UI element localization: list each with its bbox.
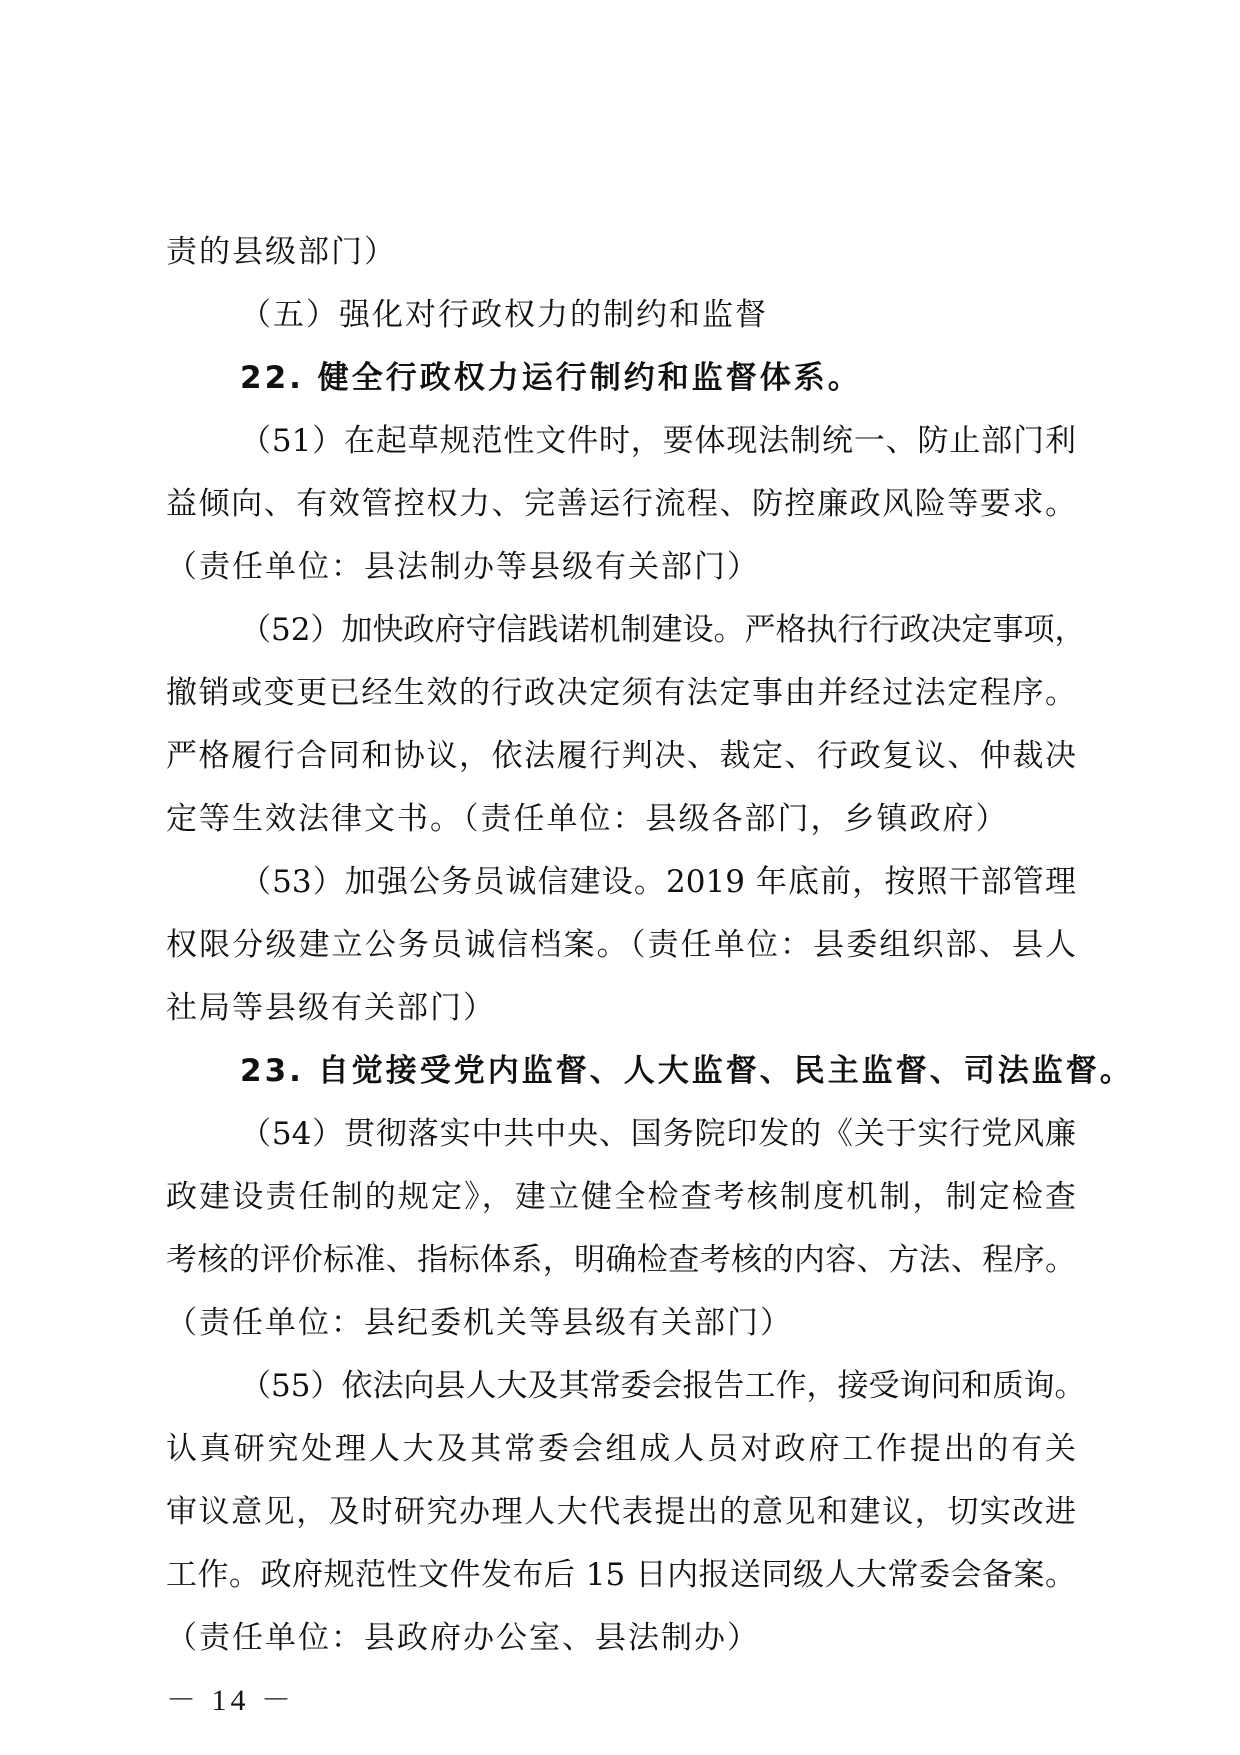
text-line: 工作。政府规范性文件发布后 15 日内报送同级人大常委会备案。 <box>166 1557 1076 1593</box>
section-subtitle: （五）强化对行政权力的制约和监督 <box>240 297 768 333</box>
text-line: 权限分级建立公务员诚信档案。（责任单位：县委组织部、县人 <box>166 927 1076 963</box>
section-heading: 23. 自觉接受党内监督、人大监督、民主监督、司法监督。 <box>240 1053 1134 1089</box>
text-line: 定等生效法律文书。（责任单位：县级各部门，乡镇政府） <box>166 801 1009 837</box>
text-line: （责任单位：县法制办等县级有关部门） <box>166 549 760 585</box>
text-line: 审议意见，及时研究办理人大代表提出的意见和建议，切实改进 <box>166 1494 1076 1530</box>
text-line: 考核的评价标准、指标体系，明确检查考核的内容、方法、程序。 <box>166 1242 1076 1278</box>
text-line: 撤销或变更已经生效的行政决定须有法定事由并经过法定程序。 <box>166 675 1076 711</box>
text-line: （51）在起草规范性文件时，要体现法制统一、防止部门利 <box>240 423 1076 459</box>
text-line: （55）依法向县人大及其常委会报告工作，接受询问和质询。 <box>240 1368 1086 1404</box>
page-number: － 14 － <box>166 1684 295 1717</box>
text-line: （责任单位：县纪委机关等县级有关部门） <box>166 1305 793 1341</box>
text-line: 严格履行合同和协议，依法履行判决、裁定、行政复议、仲裁决 <box>166 738 1076 774</box>
section-heading: 22. 健全行政权力运行制约和监督体系。 <box>240 360 862 396</box>
text-line: （52）加快政府守信践诺机制建设。严格执行行政决定事项， <box>240 612 1086 648</box>
text-line: （53）加强公务员诚信建设。2019 年底前，按照干部管理 <box>240 864 1076 900</box>
text-line: 认真研究处理人大及其常委会组成人员对政府工作提出的有关 <box>166 1431 1076 1467</box>
text-line: （责任单位：县政府办公室、县法制办） <box>166 1620 760 1656</box>
text-line: 政建设责任制的规定》，建立健全检查考核制度机制，制定检查 <box>166 1179 1076 1215</box>
text-line: （54）贯彻落实中共中央、国务院印发的《关于实行党风廉 <box>240 1116 1076 1152</box>
text-line: 责的县级部门） <box>166 234 397 270</box>
text-line: 益倾向、有效管控权力、完善运行流程、防控廉政风险等要求。 <box>166 486 1076 522</box>
text-line: 社局等县级有关部门） <box>166 990 496 1026</box>
